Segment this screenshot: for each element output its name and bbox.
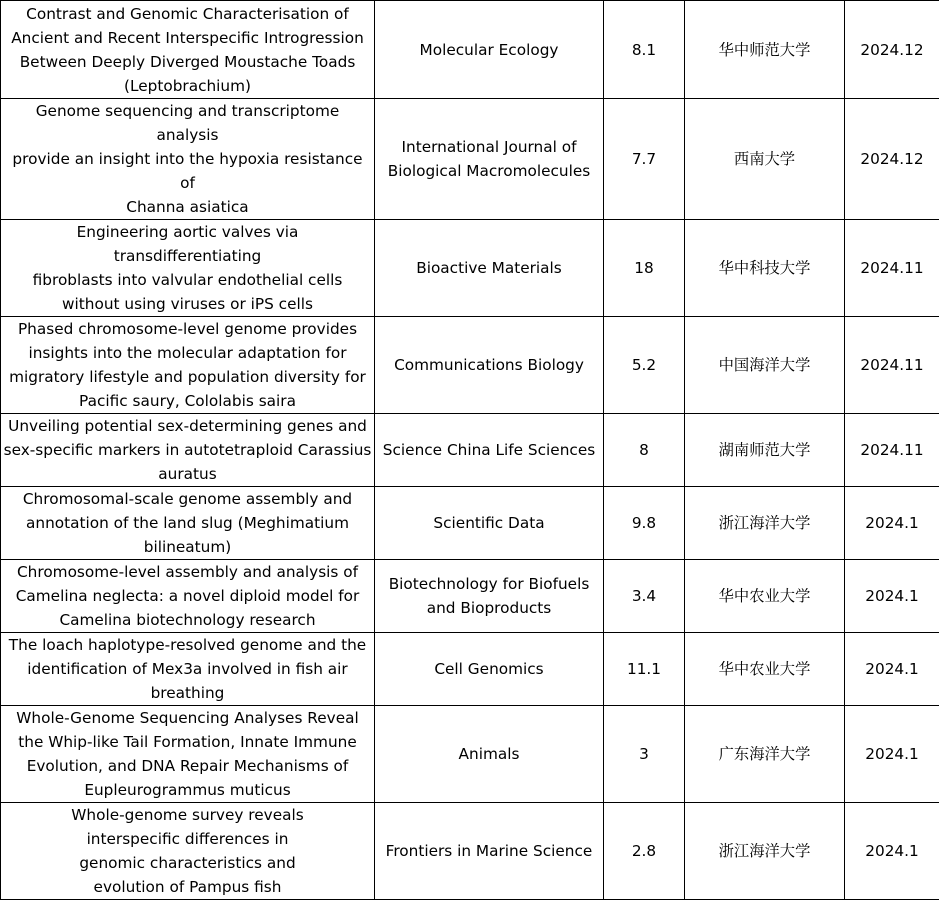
publication-date: 2024.11 — [845, 317, 939, 414]
table-row — [1, 633, 939, 706]
publication-date: 2024.12 — [845, 1, 939, 99]
journal-name: Frontiers in Marine Science — [375, 803, 604, 900]
paper-title: The loach haplotype-resolved genome and the identification of Mex3a involved in fish air breathing — [1, 633, 375, 706]
impact-factor: 7.7 — [604, 99, 685, 220]
impact-factor: 18 — [604, 220, 685, 317]
table-row — [1, 706, 939, 803]
publication-date: 2024.12 — [845, 99, 939, 220]
impact-factor: 9.8 — [604, 487, 685, 560]
paper-title: Genome sequencing and transcriptome analysis provide an insight into the hypoxia resistance of Channa asiatica — [1, 99, 375, 220]
table-row — [1, 560, 939, 633]
table-row — [1, 1, 939, 99]
journal-name: Biotechnology for Biofuels and Bioproducts — [375, 560, 604, 633]
institution: 华中师范大学 — [685, 1, 845, 99]
table-row — [1, 220, 939, 317]
paper-title: Chromosomal-scale genome assembly and annotation of the land slug (Meghimatium bilineatum) — [1, 487, 375, 560]
publication-date: 2024.1 — [845, 560, 939, 633]
paper-title: Engineering aortic valves via transdifferentiating fibroblasts into valvular endothelial cells without using viruses or iPS cells — [1, 220, 375, 317]
impact-factor: 5.2 — [604, 317, 685, 414]
institution: 中国海洋大学 — [685, 317, 845, 414]
institution: 浙江海洋大学 — [685, 487, 845, 560]
institution: 湖南师范大学 — [685, 414, 845, 487]
publication-date: 2024.1 — [845, 706, 939, 803]
publication-date: 2024.1 — [845, 803, 939, 900]
paper-title: Whole-Genome Sequencing Analyses Reveal the Whip-like Tail Formation, Innate Immune Evolution, and DNA Repair Mechanisms of Eupleurogrammus muticus — [1, 706, 375, 803]
institution: 华中科技大学 — [685, 220, 845, 317]
table-row — [1, 803, 939, 900]
paper-title: Whole-genome survey reveals interspecific differences in genomic characteristics and evolution of Pampus fish — [1, 803, 375, 900]
impact-factor: 8.1 — [604, 1, 685, 99]
institution: 华中农业大学 — [685, 560, 845, 633]
journal-name: Scientific Data — [375, 487, 604, 560]
paper-title: Phased chromosome-level genome provides insights into the molecular adaptation for migratory lifestyle and population diversity for Pacific saury, Cololabis saira — [1, 317, 375, 414]
publication-date: 2024.1 — [845, 633, 939, 706]
institution: 西南大学 — [685, 99, 845, 220]
impact-factor: 8 — [604, 414, 685, 487]
institution: 浙江海洋大学 — [685, 803, 845, 900]
journal-name: Bioactive Materials — [375, 220, 604, 317]
journal-name: International Journal of Biological Macromolecules — [375, 99, 604, 220]
publication-date: 2024.11 — [845, 414, 939, 487]
impact-factor: 2.8 — [604, 803, 685, 900]
publication-date: 2024.11 — [845, 220, 939, 317]
table-row — [1, 414, 939, 487]
journal-name: Animals — [375, 706, 604, 803]
impact-factor: 3 — [604, 706, 685, 803]
paper-title: Chromosome-level assembly and analysis of Camelina neglecta: a novel diploid model for Camelina biotechnology research — [1, 560, 375, 633]
journal-name: Communications Biology — [375, 317, 604, 414]
publication-date: 2024.1 — [845, 487, 939, 560]
journal-name: Science China Life Sciences — [375, 414, 604, 487]
journal-name: Cell Genomics — [375, 633, 604, 706]
paper-title: Contrast and Genomic Characterisation of Ancient and Recent Interspecific Introgression Between Deeply Diverged Moustache Toads (Leptobrachium) — [1, 1, 375, 99]
impact-factor: 3.4 — [604, 560, 685, 633]
paper-title: Unveiling potential sex-determining genes and sex-specific markers in autotetraploid Carassius auratus — [1, 414, 375, 487]
institution: 广东海洋大学 — [685, 706, 845, 803]
table-row — [1, 487, 939, 560]
impact-factor: 11.1 — [604, 633, 685, 706]
journal-name: Molecular Ecology — [375, 1, 604, 99]
institution: 华中农业大学 — [685, 633, 845, 706]
table-row — [1, 317, 939, 414]
table-row — [1, 99, 939, 220]
